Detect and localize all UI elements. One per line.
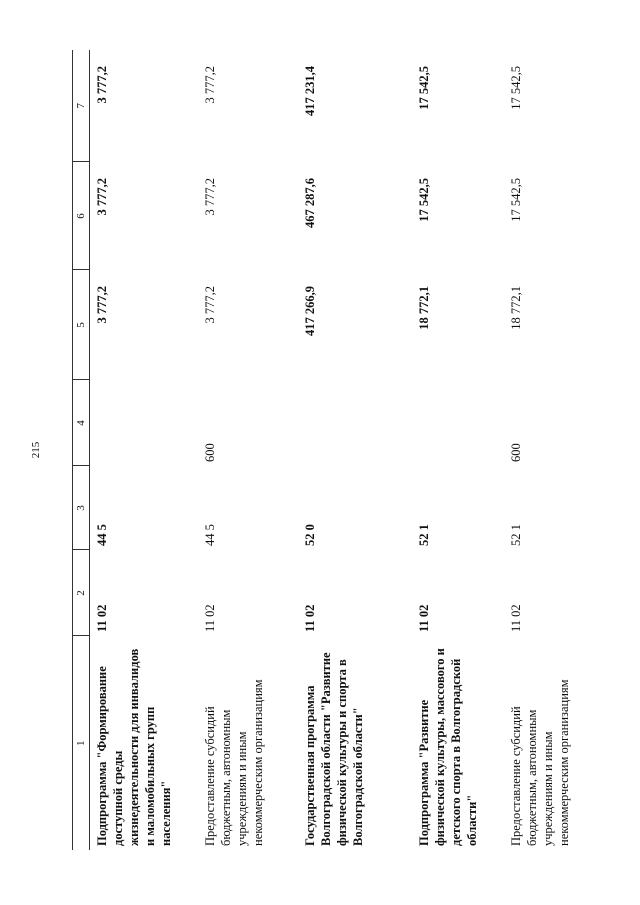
- row-target: 44 5: [203, 524, 217, 546]
- header-col-1: 1: [73, 636, 90, 850]
- row-expense-type: 600: [509, 443, 523, 462]
- row-target: 52 1: [417, 524, 431, 546]
- table-row: [90, 50, 199, 850]
- row-section: 11 02: [203, 604, 217, 632]
- header-col-5: 5: [73, 270, 90, 380]
- row-amount-7: 417 231,4: [303, 66, 317, 116]
- header-col-2: 2: [73, 550, 90, 636]
- row-amount-5: 18 772,1: [417, 286, 431, 330]
- row-section: 11 02: [303, 604, 317, 632]
- row-amount-6: 3 777,2: [95, 178, 109, 216]
- row-target: 52 1: [509, 524, 523, 546]
- header-col-3: 3: [73, 466, 90, 550]
- row-amount-5: 3 777,2: [203, 286, 217, 324]
- row-section: 11 02: [417, 604, 431, 632]
- row-amount-6: 467 287,6: [303, 178, 317, 228]
- row-target: 52 0: [303, 524, 317, 546]
- row-name: Предоставление субсидий бюджетным, автономным учреждениям и иным некоммерческим организациям: [509, 679, 571, 846]
- row-name: Государственная программа Волгоградской области "Развитие физической культуры и спорта в Волгоградской области": [303, 652, 365, 846]
- table-header: [73, 50, 90, 850]
- row-amount-7: 17 542,5: [509, 66, 523, 110]
- table-row: [198, 50, 298, 850]
- row-expense-type: 600: [203, 443, 217, 462]
- header-col-7: 7: [73, 50, 90, 162]
- budget-table: [72, 50, 600, 850]
- row-amount-6: 3 777,2: [203, 178, 217, 216]
- table-row: [298, 50, 412, 850]
- row-amount-7: 3 777,2: [203, 66, 217, 104]
- header-col-6: 6: [73, 162, 90, 270]
- row-amount-5: 3 777,2: [95, 286, 109, 324]
- table-row: [504, 50, 600, 850]
- table-row: [412, 50, 504, 850]
- row-amount-5: 18 772,1: [509, 286, 523, 330]
- row-name: Подпрограмма "Формирование доступной среды жизнедеятельности для инвалидов и маломобильных групп населения": [95, 648, 173, 846]
- row-amount-6: 17 542,5: [417, 178, 431, 222]
- row-expense-type: [298, 380, 412, 466]
- row-amount-7: 17 542,5: [417, 66, 431, 110]
- row-section: 11 02: [509, 604, 523, 632]
- row-expense-type: [412, 380, 504, 466]
- row-section: 11 02: [95, 604, 109, 632]
- row-amount-7: 3 777,2: [95, 66, 109, 104]
- rotated-table-wrapper: [72, 50, 592, 850]
- page-number: 215: [30, 441, 42, 459]
- row-expense-type: [90, 380, 199, 466]
- row-name: Подпрограмма "Развитие физической культуры, массового и детского спорта в Волгоградской области": [417, 648, 479, 846]
- row-target: 44 5: [95, 524, 109, 546]
- row-name: Предоставление субсидий бюджетным, автономным учреждениям и иным некоммерческим организациям: [203, 679, 265, 846]
- row-amount-5: 417 266,9: [303, 286, 317, 336]
- header-col-4: 4: [73, 380, 90, 466]
- row-amount-6: 17 542,5: [509, 178, 523, 222]
